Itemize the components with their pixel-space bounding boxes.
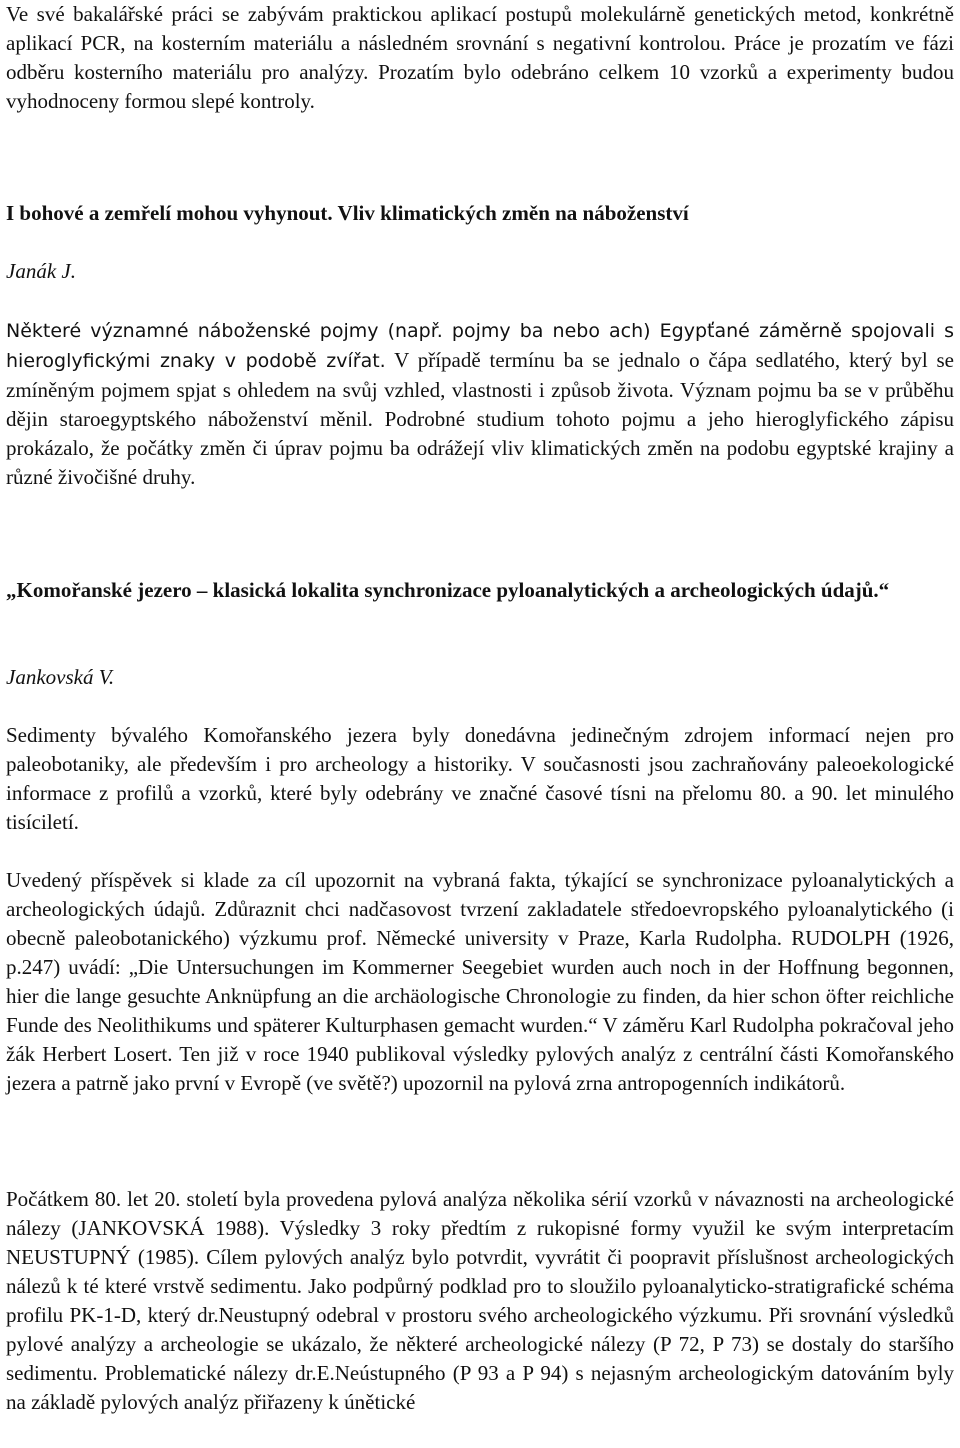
article1-title: I bohové a zemřelí mohou vyhynout. Vliv klimatických změn na náboženství	[6, 201, 689, 225]
article2-paragraph-2: Uvedený příspěvek si klade za cíl upozornit na vybraná fakta, týkající se synchronizace pyloanalytických a archeologických údajů. Zdůraznit chci nadčasovost tvrzení zakladatele středoevropského pyloanalytického (i obecně paleobotanického) výzkumu prof. Německé university v Praze, Karla Rudolpha. RUDOLPH (1926, p.247) uvádí: „Die Untersuchungen im Kommerner Seegebiet wurden auch noch in der Hoffnung begonnen, hier die lange gesuchte Anknüpfung an die archäologische Chronologie zu finden, da hier schon öfter reichliche Funde des Neolithikums und späterer Kulturphasen gemacht wurden.“ V záměru Karl Rudolpha pokračoval jeho žák Herbert Losert. Ten již v roce 1940 publikoval výsledky pylových analýz z centrální části Komořanského jezera a patrně jako první v Evropě (ve světě?) upozornil na pylová zrna antropogenních indikátorů.	[6, 868, 954, 1095]
intro-paragraph: Ve své bakalářské práci se zabývám praktickou aplikací postupů molekulárně genetických metod, konkrétně aplikací PCR, na kosterním materiálu a následném srovnání s negativní kontrolou. Práce je prozatím ve fázi odběru kosterního materiálu pro analýzy. Prozatím bylo odebráno celkem 10 vzorků a experimenty budou vyhodnoceny formou slepé kontroly.	[6, 2, 954, 113]
article2-author: Jankovská V.	[6, 665, 115, 689]
article1-author: Janák J.	[6, 259, 76, 283]
article2-title: „Komořanské jezero – klasická lokalita synchronizace pyloanalytických a archeologických údajů.“	[6, 578, 890, 602]
article2-paragraph-1: Sedimenty bývalého Komořanského jezera byly donedávna jedinečným zdrojem informací nejen pro paleobotaniky, ale především i pro archeology a historiky. V současnosti jsou zachraňovány paleoekologické informace z profilů a vzorků, které byly odebrány ve značné časové tísni na přelomu 80. a 90. let minulého tisíciletí.	[6, 723, 954, 834]
article2-paragraph-3: Počátkem 80. let 20. století byla provedena pylová analýza několika sérií vzorků v návaznosti na archeologické nálezy (JANKOVSKÁ 1988). Výsledky 3 roky předtím z rukopisné formy využil ke svým interpretacím NEUSTUPNÝ (1985). Cílem pylových analýz bylo potvrdit, vyvrátit či poopravit příslušnost archeologických nálezů k té které vrstvě sedimentu. Jako podpůrný podklad pro to sloužilo pyloanalyticko-stratigrafické schéma profilu PK-1-D, který dr.Neustupný odebral v prostoru svého archeologického výzkumu. Při srovnání výsledků pylové analýzy a archeologie se ukázalo, že některé archeologické nálezy (P 72, P 73) se dostaly do staršího sedimentu. Problematické nálezy dr.E.Neústupného (P 93 a P 94) s nejasným archeologickým datováním byly na základě pylových analýz přiřazeny k únětické	[6, 1187, 954, 1414]
article1-body-lead: Některé významné náboženské pojmy (např. pojmy ba nebo ach) Egypťané záměrně spojovali s hieroglyfickými znaky v podobě zvířat.	[6, 320, 954, 372]
article1-body	[6, 316, 954, 492]
article1-body-rest: V případě termínu ba se jednalo o čápa sedlatého, který byl se zmíněným pojmem spjat s ohledem na svůj vzhled, vlastnosti i způsob života. Význam pojmu ba se v průběhu dějin staroegyptského náboženství měnil. Podrobné studium tohoto pojmu a jeho hieroglyfického zápisu prokázalo, že počátky změn či úprav pojmu ba odrážejí vliv klimatických změn na podobu egyptské krajiny a různé živočišné druhy.	[6, 348, 955, 489]
